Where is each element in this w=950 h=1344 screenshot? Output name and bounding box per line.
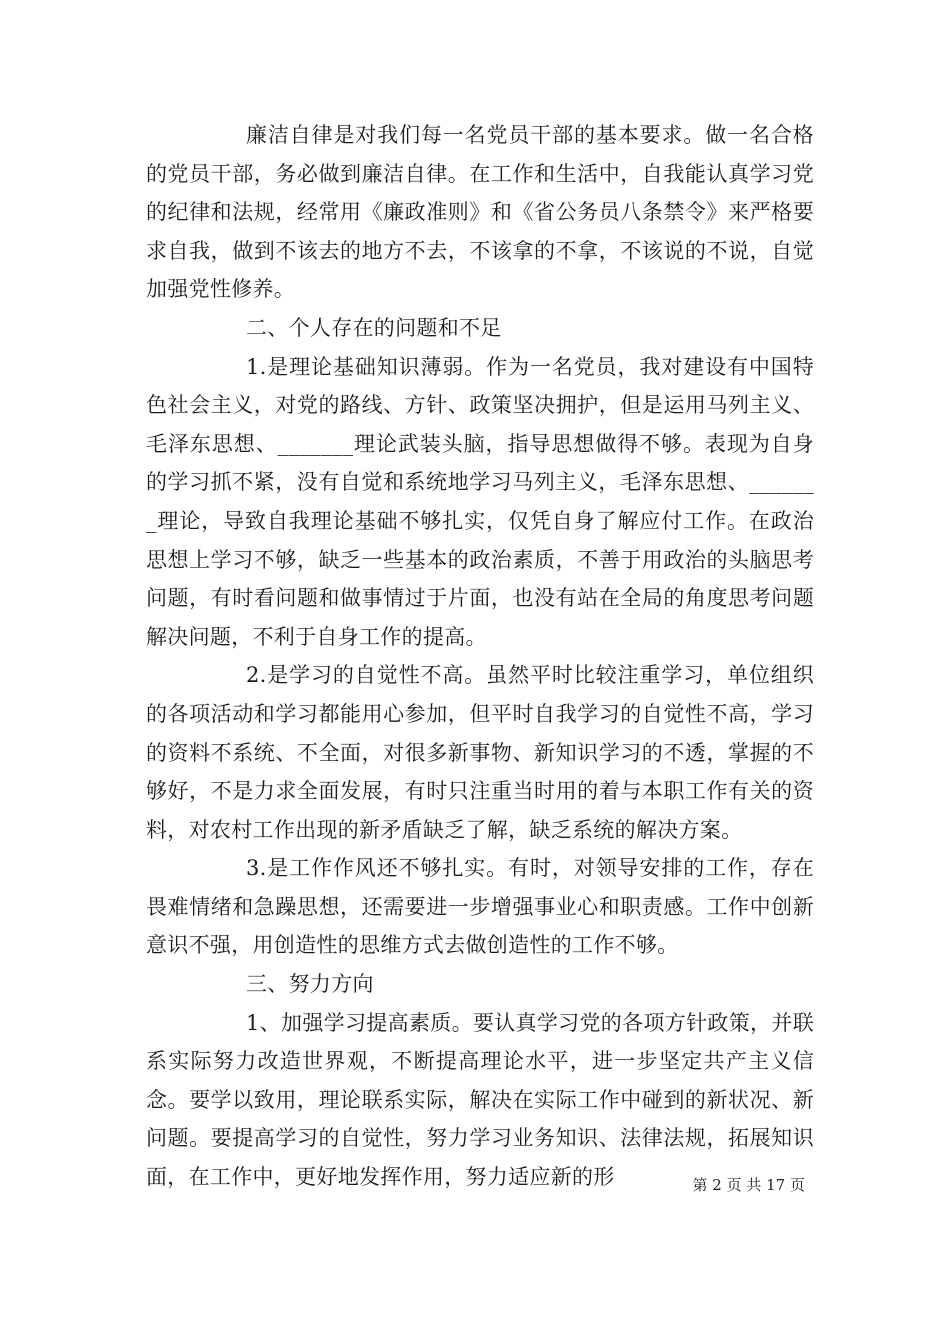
paragraph-problem-learning: 2.是学习的自觉性不高。虽然平时比较注重学习，单位组织的各项活动和学习都能用心参加，但平时自我学习的自觉性不高，学习的资料不系统、不全面，对很多新事物、新知识学习的不透，掌握的不够好，不是力求全面发展，有时只注重当时用的着与本职工作有关的资料，对农村工作出现的新矛盾缺乏了解，缺乏系统的解决方案。 <box>146 663 814 842</box>
document-body <box>146 116 814 1197</box>
page-number: 第 2 页 共 17 页 <box>692 1176 805 1194</box>
page-footer <box>0 1174 950 1195</box>
paragraph-direction-study: 1、加强学习提高素质。要认真学习党的各项方针政策，并联系实际努力改造世界观，不断提高理论水平，进一步坚定共产主义信念。要学以致用，理论联系实际，解决在实际工作中碰到的新状况、新问题。要提高学习的自觉性，努力学习业务知识、法律法规，拓展知识面，在工作中，更好地发挥作用，努力适应新的形 <box>146 1010 814 1190</box>
paragraph-problem-theory: 1.是理论基础知识薄弱。作为一名党员，我对建设有中国特色社会主义，对党的路线、方针、政策坚决拥护，但是运用马列主义、毛泽东思想、_______理论武装头脑，指导思想做得不够。表现为自身的学习抓不紧，没有自觉和系统地学习马列主义，毛泽东思想、_______理论，导致自我理论基础不够扎实，仅凭自身了解应付工作。在政治思想上学习不够，缺乏一些基本的政治素质，不善于用政治的头脑思考问题，有时看问题和做事情过于片面，也没有站在全局的角度思考问题解决问题，不利于自身工作的提高。 <box>146 354 814 649</box>
section-heading-problems: 二、个人存在的问题和不足 <box>246 315 502 340</box>
section-heading-direction: 三、努力方向 <box>246 972 374 997</box>
paragraph-problem-work-style: 3.是工作作风还不够扎实。有时，对领导安排的工作，存在畏难情绪和急躁思想，还需要进一步增强事业心和职责感。工作中创新意识不强，用创造性的思维方式去做创造性的工作不够。 <box>146 856 814 958</box>
paragraph-self-discipline: 廉洁自律是对我们每一名党员干部的基本要求。做一名合格的党员干部，务必做到廉洁自律。在工作和生活中，自我能认真学习党的纪律和法规，经常用《廉政准则》和《省公务员八条禁令》来严格要求自我，做到不该去的地方不去，不该拿的不拿，不该说的不说，自觉加强党性修养。 <box>146 123 814 302</box>
